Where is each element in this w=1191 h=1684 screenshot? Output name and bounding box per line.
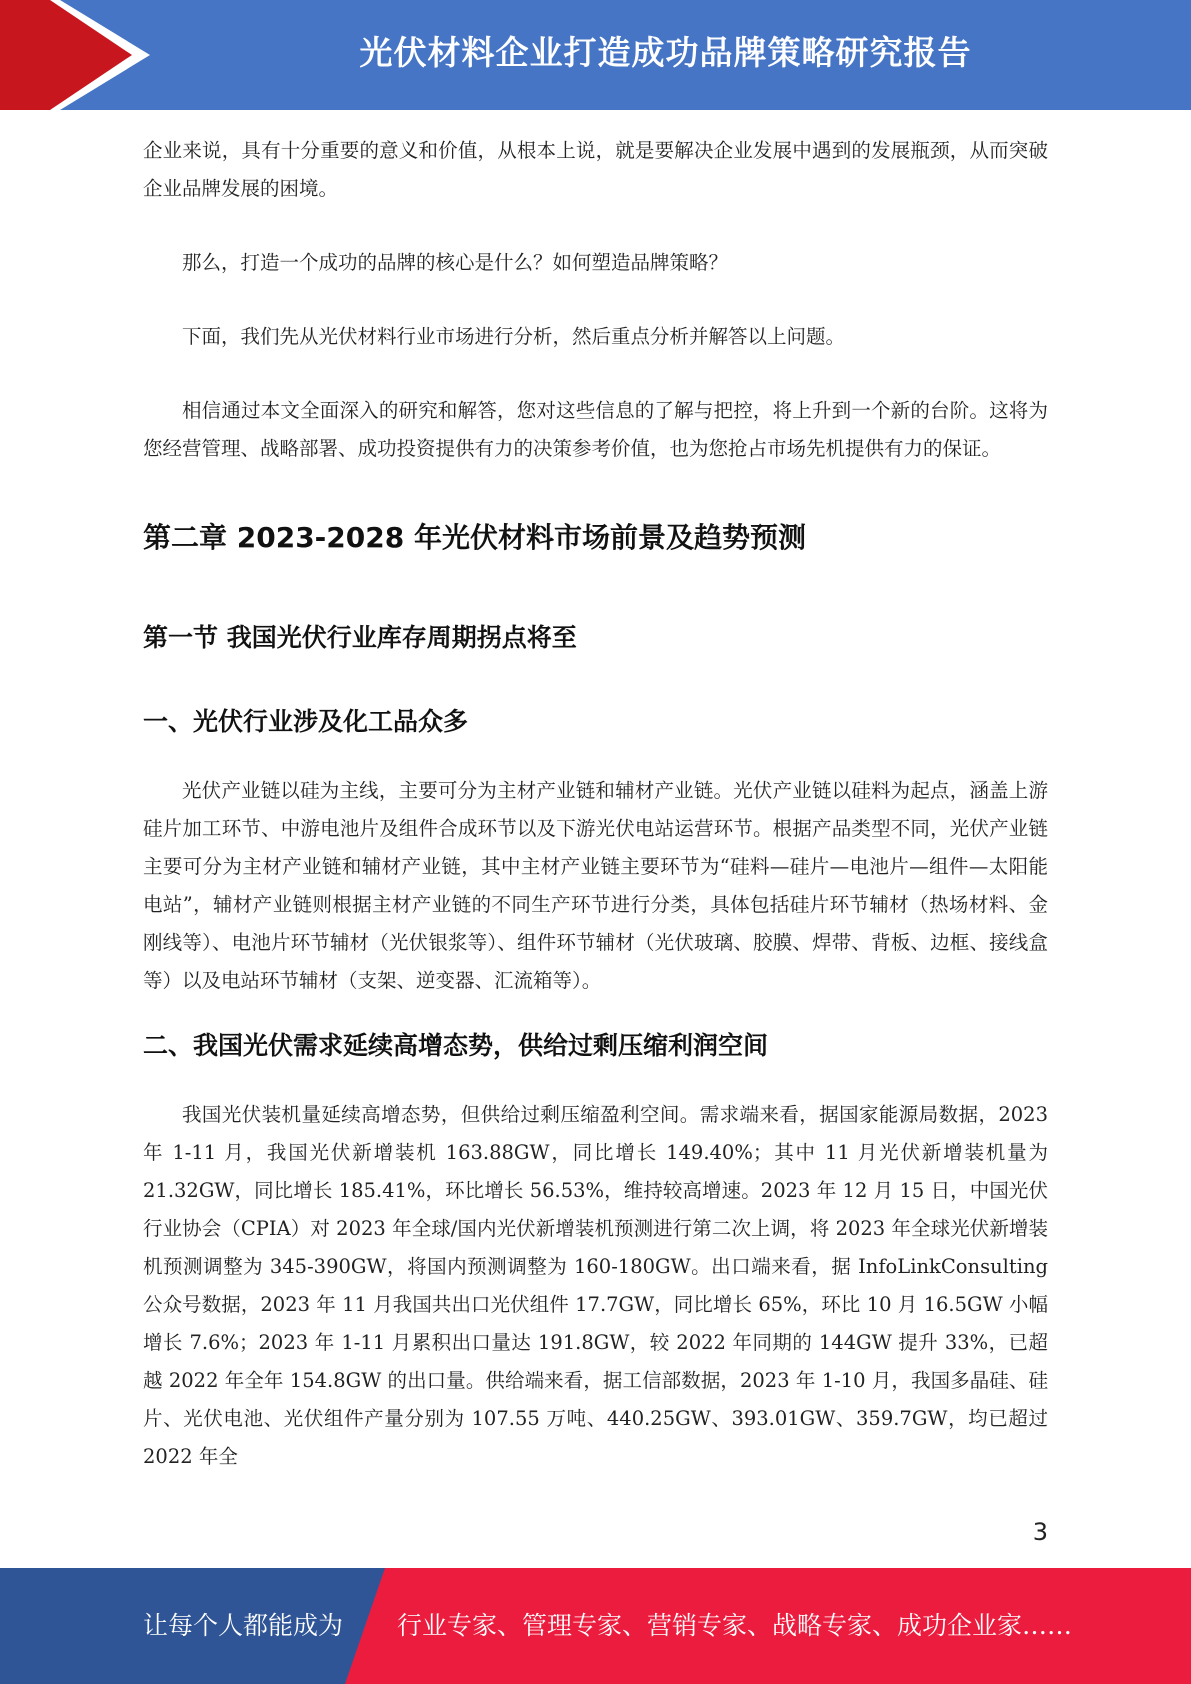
paragraph-intro-continued: 企业来说，具有十分重要的意义和价值，从根本上说，就是要解决企业发展中遇到的发展瓶颈，从而突破企业品牌发展的困境。 xyxy=(143,139,1048,200)
paragraph-question: 那么，打造一个成功的品牌的核心是什么？如何塑造品牌策略？ xyxy=(182,251,729,274)
paragraph-value: 相信通过本文全面深入的研究和解答，您对这些信息的了解与把控，将上升到一个新的台阶。这将为您经营管理、战略部署、成功投资提供有力的决策参考价值，也为您抢占市场先机提供有力的保证。 xyxy=(143,399,1048,460)
chapter-title: 第二章 2023-2028 年光伏材料市场前景及趋势预测 xyxy=(143,521,806,554)
footer-banner xyxy=(0,1568,1191,1684)
paragraph-analysis-intro: 下面，我们先从光伏材料行业市场进行分析，然后重点分析并解答以上问题。 xyxy=(182,325,846,348)
report-title: 光伏材料企业打造成功品牌策略研究报告 xyxy=(359,33,972,72)
footer-slogan-right: 行业专家、管理专家、营销专家、战略专家、成功企业家…… xyxy=(397,1611,1073,1640)
paragraph-industry-chain: 光伏产业链以硅为主线，主要可分为主材产业链和辅材产业链。光伏产业链以硅料为起点，涵盖上游硅片加工环节、中游电池片及组件合成环节以及下游光伏电站运营环节。根据产品类型不同，光伏产业链主要可分为主材产业链和辅材产业链，其中主材产业链主要环节为“硅料—硅片—电池片—组件—太阳能电站”，辅材产业链则根据主材产业链的不同生产环节进行分类，具体包括硅片环节辅材（热场材料、金刚线等）、电池片环节辅材（光伏银浆等）、组件环节辅材（光伏玻璃、胶膜、焊带、背板、边框、接线盒等）以及电站环节辅材（支架、逆变器、汇流箱等）。 xyxy=(143,779,1048,992)
subsection-title-chemicals: 一、光伏行业涉及化工品众多 xyxy=(143,707,469,736)
paragraph-demand-supply: 我国光伏装机量延续高增态势，但供给过剩压缩盈利空间。需求端来看，据国家能源局数据，2023 年 1-11 月，我国光伏新增装机 163.88GW，同比增长 149.40%；其中 11 月光伏新增装机量为 21.32GW，同比增长 185.41%，环比增长 56.53%，维持较高增速。2023 年 12 月 15 日，中国光伏行业协会（CPIA）对 2023 年全球/国内光伏新增装机预测进行第二次上调，将 2023 年全球光伏新增装机预测调整为 345-390GW，将国内预测调整为 160-180GW。出口端来看，据 InfoLinkConsulting 公众号数据，2023 年 11 月我国共出口光伏组件 17.7GW，同比增长 65%，环比 10 月 16.5GW 小幅增长 7.6%；2023 年 1-11 月累积出口量达 191.8GW，较 2022 年同期的 144GW 提升 33%，已超越 2022 年全年 154.8GW 的出口量。供给端来看，据工信部数据，2023 年 1-10 月，我国多晶硅、硅片、光伏电池、光伏组件产量分别为 107.55 万吨、440.25GW、393.01GW、359.7GW，均已超过 2022 年全 xyxy=(143,1103,1048,1468)
header-banner xyxy=(0,0,1191,110)
section-title: 第一节 我国光伏行业库存周期拐点将至 xyxy=(143,623,577,652)
subsection-title-demand-supply: 二、我国光伏需求延续高增态势，供给过剩压缩利润空间 xyxy=(143,1031,769,1060)
page-content xyxy=(143,132,1048,1476)
header-arrow-decoration xyxy=(0,0,160,110)
footer-slogan-left: 让每个人都能成为 xyxy=(143,1611,344,1640)
page-number: 3 xyxy=(1032,1518,1048,1546)
